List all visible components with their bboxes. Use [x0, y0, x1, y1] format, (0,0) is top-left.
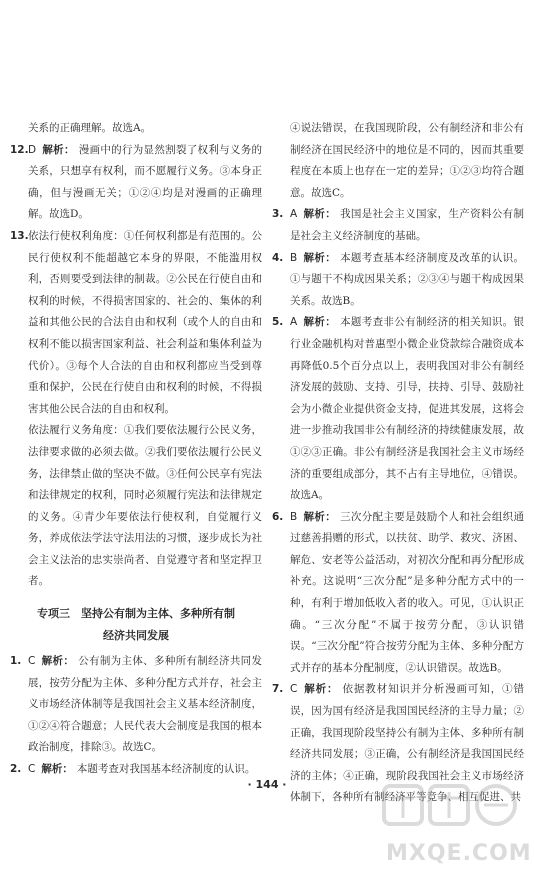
analysis-text: 三次分配主要是鼓励个人和社会组织通过慈善捐赠的形式，以扶贫、助学、救灾、济困、解危、安老等公益活动，对初次分配和再分配形成补充。这说明“三次分配”是多种分配方式中的一种，有利于增加低收入者的收入。可见，①认识正确。“三次分配”不属于按劳分配，③认识错误。“三次分配”符合按劳分配为主体、多种分配方式并存的基本分配制度，②认识错误。故选B。: [290, 510, 525, 674]
section-heading: [10, 603, 262, 647]
answer-letter: C: [290, 683, 298, 696]
analysis-label: 解析：: [303, 208, 337, 221]
section-subtitle: 经济共同发展: [103, 629, 169, 643]
analysis-text: 漫画中的行为显然割裂了权利与义务的关系，只想享有权利，而不愿履行义务。③本身正确，但与漫画无关；①②④均是对漫画的正确理解。故选D。: [28, 143, 263, 221]
question-12: [10, 140, 262, 226]
answer-letter: A: [290, 208, 298, 221]
analysis-label: 解析：: [42, 143, 75, 156]
section-title: 专项三 坚持公有制为主体、多种所有制: [37, 607, 235, 621]
analysis-text: 依据教材知识并分析漫画可知，①错误，因为国有经济是我国国民经济的主导力量；②正确，我国现阶段坚持公有制为主体、多种所有制经济共同发展；③正确，公有制经济是我国国民经济的主体；④正确，现阶段我国社会主义市场经济体制下，各种所有制经济平等竞争、相互促进、共: [290, 683, 525, 804]
question-number: 3.: [272, 208, 284, 221]
watermark-icon: [380, 778, 520, 838]
watermark-logo: [380, 778, 532, 866]
analysis-label: 解析：: [41, 655, 75, 668]
paragraph: ④说法错误，在我国现阶段，公有制经济和非公有制经济在国民经济中的地位是不同的，因而其重要程度在本质上也存在一定的差异；①②③均符合题意。故选C。: [290, 122, 524, 199]
question-5: [272, 312, 524, 506]
analysis-text: 本题考查对我国基本经济制度的认识。: [76, 763, 256, 776]
analysis-label: 解析：: [303, 316, 337, 329]
answer-letter: B: [290, 251, 298, 264]
question-6: [272, 507, 524, 680]
question-3: [272, 204, 524, 247]
analysis-label: 解析：: [303, 683, 339, 696]
analysis-text: 本题考查非公有制经济的相关知识。银行业金融机构对普惠型小微企业贷款综合融资成本再降低0.5个百分点以上，表明我国对非公有制经济发展的鼓励、支持、引导，扶持、引导、鼓励社会为小微企业提供资金支持，促进其发展，这将会进一步推动我国非公有制经济的持续健康发展，故①②③正确。非公有制经济是我国社会主义市场经济的重要组成部分，其不占有主导地位，④错误。故选A。: [290, 316, 525, 502]
answer-letter: C: [28, 763, 36, 776]
right-column: [272, 118, 524, 809]
answer-paragraph: 依法行使权利角度：①任何权利都是有范围的。公民行使权利不能超越它本身的界限，不能滥用权利，否则要受到法律的制裁。②公民在行使自由和权利的时候，不得损害国家的、社会的、集体的利益和其他公民的合法自由和权利（或个人的自由和权利不能以损害国家利益、社会利益和集体利益为代价）。③每个人合法的自由和权利都应当受到尊重和保护，公民在行使自由和权利的时候，不得损害其他公民合法的自由和权利。: [28, 229, 262, 415]
analysis-text: 本题考查基本经济制度及改革的认识。①与题干不构成因果关系；②③④与题干构成因果关系。故选B。: [290, 251, 525, 307]
question-number: 5.: [272, 316, 284, 329]
watermark-text: MXQE.COM: [386, 841, 532, 866]
question-4: [272, 248, 524, 313]
answer-paragraph: 依法履行义务角度：①我们要依法履行公民义务，法律要求做的必须去做。②我们要依法履行公民义务，法律禁止做的坚决不做。③任何公民享有宪法和法律规定的权利，同时必须履行宪法和法律规定的义务。④青少年要依法行使权利，自觉履行义务，养成依法学法守法用法的习惯，逐步成长为社会主义法治的忠实崇尚者、自觉遵守者和坚定捍卫者。: [28, 424, 262, 588]
analysis-text: 我国是社会主义国家，生产资料公有制是社会主义经济制度的基础。: [290, 208, 525, 242]
question-number: 12.: [10, 143, 29, 156]
answer-letter: C: [28, 655, 36, 668]
answer-letter: D: [28, 143, 37, 156]
answer-letter: A: [290, 316, 298, 329]
paragraph: 关系的正确理解。故选A。: [28, 122, 152, 134]
analysis-label: 解析：: [303, 251, 337, 264]
question-number: 7.: [272, 683, 284, 696]
question-13: [10, 226, 262, 420]
question-number: 6.: [272, 510, 284, 523]
question-1: [10, 651, 262, 759]
analysis-label: 解析：: [41, 763, 73, 776]
question-number: 1.: [10, 655, 22, 668]
analysis-text: 公有制为主体、多种所有制经济共同发展，按劳分配为主体、多种分配方式并存，社会主义市场经济体制等是我国社会主义基本经济制度，①②④符合题意；人民代表大会制度是我国的根本政治制度，排除③。故选C。: [28, 655, 263, 754]
question-number: 13.: [10, 229, 29, 242]
analysis-label: 解析：: [303, 510, 337, 523]
question-number: 2.: [10, 763, 22, 776]
question-number: 4.: [272, 251, 284, 264]
page-number: · 144 ·: [247, 778, 287, 791]
answer-letter: B: [290, 510, 298, 523]
left-column: [10, 118, 262, 781]
